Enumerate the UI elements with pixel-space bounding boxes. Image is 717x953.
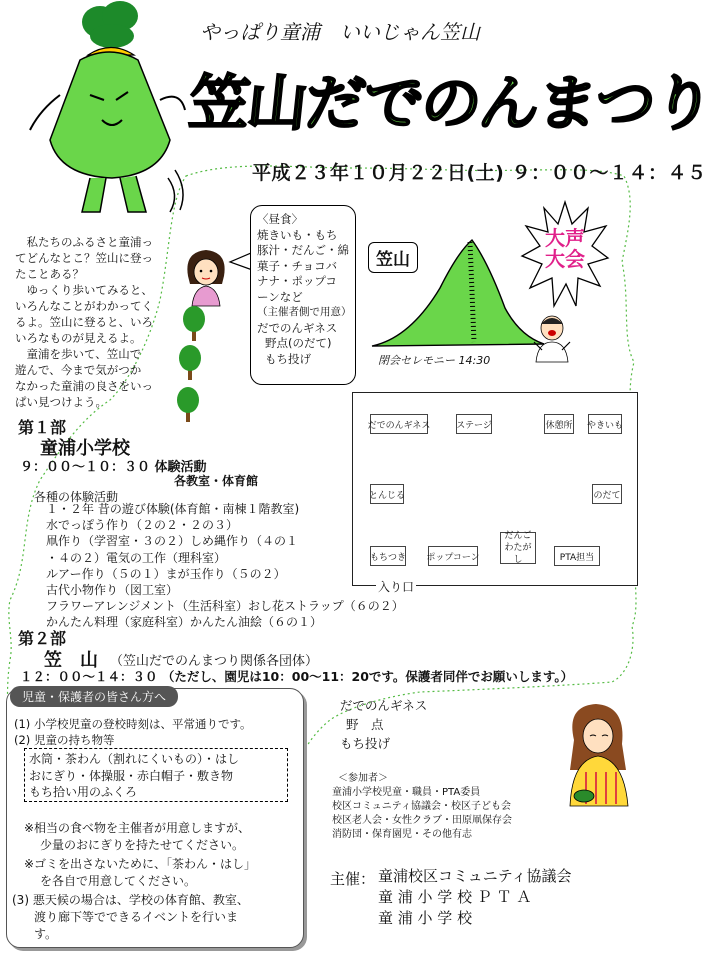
stall-mochitsuki: もちつき xyxy=(370,546,406,566)
organizer-name: 童 浦 小 学 校 xyxy=(378,909,473,927)
organizer-label: 主催： xyxy=(330,870,376,888)
note-line: ※相当の食べ物を主催者が用意しますが、 xyxy=(24,821,251,835)
event-item: もち投げ xyxy=(340,736,391,751)
note-line: す。 xyxy=(34,927,58,941)
notice-item3 xyxy=(12,892,249,943)
note-line: (3) 悪天候の場合は、学校の体育館、教室、 xyxy=(12,893,249,907)
tree-icon xyxy=(174,386,202,422)
event-item: 野 点 xyxy=(346,717,384,732)
intro-line: 童浦を歩いて、笠山で xyxy=(15,347,142,361)
stall-guinness: だでのんギネス xyxy=(370,414,428,434)
event-datetime: 平成２３年１０月２２日(土) ９：００～１４：４５ xyxy=(252,162,707,184)
intro-line: 私たちのふるさと童浦っ xyxy=(15,235,153,249)
lunch-line: もち投げ xyxy=(265,351,311,366)
stall-stage: ステージ xyxy=(456,414,492,434)
mountain-label: 笠山 xyxy=(368,242,418,273)
loudspeaker-contest-label: 大声大会 xyxy=(545,226,585,271)
intro-line: なかった童浦の良さをいっ xyxy=(15,379,153,393)
belongings-box xyxy=(24,748,288,802)
belonging-item: もち拾い用のふくろ xyxy=(29,785,138,799)
intro-text xyxy=(15,234,153,410)
note-line: ※ゴミを出さないために、「茶わん・はし」 xyxy=(24,857,257,871)
part2-place-note: （笠山だでのんまつり関係各団体） xyxy=(110,654,319,669)
part1-school: 童浦小学校 xyxy=(40,438,130,459)
lunch-line: 菓子・チョコバ xyxy=(257,258,338,273)
part2-heading: 第２部 xyxy=(18,629,67,648)
mascot-character xyxy=(20,0,190,215)
activity-item: 古代小物作り（図工室） xyxy=(46,583,179,598)
organizer-list xyxy=(378,866,572,929)
activities-title: 各種の体験活動 xyxy=(34,490,119,504)
events-list xyxy=(340,696,427,753)
lunch-line: （主催者側で用意） xyxy=(257,306,352,318)
notice-note1 xyxy=(24,820,250,854)
participant-line: 校区コミュニティ協議会・校区子ども会 xyxy=(332,801,511,812)
boy-shouting-illustration xyxy=(528,312,576,362)
activity-item: かんたん料理（家庭科室）かんたん油絵（６の１） xyxy=(46,615,323,630)
entrance-label: 入り口 xyxy=(378,580,415,594)
stall-rest-area: 休憩所 xyxy=(544,414,574,434)
kimono-girl-illustration xyxy=(556,700,640,806)
part1-time: ９：００～１０：３０ 体験活動 xyxy=(20,460,207,475)
lunch-line: 豚汁・だんご・綿 xyxy=(257,243,349,257)
activity-item: 凧作り（学習室・３の２）しめ縄作り（４の１ xyxy=(46,534,299,549)
participant-line: 童浦小学校児童・職員・PTA委員 xyxy=(332,787,481,798)
lunch-line: ーンなど xyxy=(257,289,303,304)
stall-nodate: のだて xyxy=(592,484,622,504)
stall-yakiimo: やきいも xyxy=(588,414,622,434)
part1-rooms: 各教室・体育館 xyxy=(174,474,259,488)
slogan: やっぱり童浦 いいじゃん笠山 xyxy=(200,20,480,44)
intro-line: いろんなことがわかってく xyxy=(15,299,153,313)
part2-time: １２：００～１４：３０ （ただし、園児は10：00～11：20です。保護者同伴でお願いします。） xyxy=(20,669,574,684)
girl-illustration xyxy=(178,246,234,306)
intro-line: てどんなとこ？笠山に登っ xyxy=(15,251,153,265)
lunch-line: だでのんギネス xyxy=(257,320,338,335)
stall-tonjiru: とんじる xyxy=(370,484,404,504)
participant-line: 消防団・保育園児・その他有志 xyxy=(332,829,472,840)
lunch-line: 〈昼食〉 xyxy=(257,212,303,226)
participant-line: 校区老人会・女性クラブ・田原凧保存会 xyxy=(332,815,512,826)
participants xyxy=(332,772,512,842)
tree-icon xyxy=(180,305,208,341)
stall-popcorn: ポップコーン xyxy=(428,546,478,566)
activity-item: フラワーアレンジメント（生活科室）おし花ストラップ（６の２） xyxy=(46,599,404,614)
intro-line: るよ。笠山に登ると、いろ xyxy=(15,315,153,329)
closing-ceremony: 閉会セレモニー 14:30 xyxy=(378,354,491,367)
participants-title: ＜参加者＞ xyxy=(338,773,388,784)
note-line: 渡り廊下等でできるイベントを行いま xyxy=(34,910,239,924)
event-item: だでのんギネス xyxy=(340,698,428,713)
organizer-name: 童 浦 小 学 校 Ｐ Ｔ Ａ xyxy=(378,888,532,906)
activity-item: ルアー作り（５の１）まが玉作り（５の２） xyxy=(46,566,286,581)
intro-line: たことある？ xyxy=(15,267,84,281)
intro-line: ぱい見つけよう。 xyxy=(15,395,107,409)
belonging-item: 水筒・茶わん（割れにくいもの）・はし xyxy=(29,752,240,766)
lunch-line: 焼きいも・もち xyxy=(257,227,338,242)
lunch-line: ナナ・ポップコ xyxy=(257,274,337,288)
note-line: を各自で用意してください。 xyxy=(40,874,197,888)
intro-line: ゆっくり歩いてみると、 xyxy=(15,283,153,297)
notice-item1: (1) 小学校児童の登校時刻は、平常通りです。 xyxy=(14,717,252,731)
notice-item2: (2) 児童の持ち物等 xyxy=(14,733,115,747)
activities-list xyxy=(46,501,404,631)
belonging-item: おにぎり・体操服・赤白帽子・敷き物 xyxy=(29,768,234,783)
note-line: 少量のおにぎりを持たせてください。 xyxy=(40,838,245,852)
notice-note2 xyxy=(24,856,256,890)
stall-dango-wataame: だんご わたがし xyxy=(500,532,536,564)
page-title: 笠山だでのんまつり xyxy=(186,70,716,137)
part1-heading: 第１部 xyxy=(18,418,67,437)
activity-item: ・４の２）電気の工作（理科室） xyxy=(46,550,227,565)
notice-title: 児童・保護者の皆さん方へ xyxy=(10,686,178,707)
organizer-name: 童浦校区コミュニティ協議会 xyxy=(378,867,572,885)
tree-icon xyxy=(176,344,204,380)
lunch-bubble xyxy=(250,205,356,385)
activity-item: 水でっぽう作り（２の２・２の３） xyxy=(46,518,239,533)
lunch-line: 野点(のだて) xyxy=(265,336,332,350)
stall-pta: PTA担当 xyxy=(554,546,600,566)
part2-place: 笠 山 xyxy=(44,650,98,671)
intro-line: 遊んで、今まで気がつか xyxy=(15,363,142,377)
intro-line: いろなものが見えるよ。 xyxy=(15,331,142,345)
activity-item: １・２年 昔の遊び体験(体育館・南棟１階教室) xyxy=(46,502,300,516)
